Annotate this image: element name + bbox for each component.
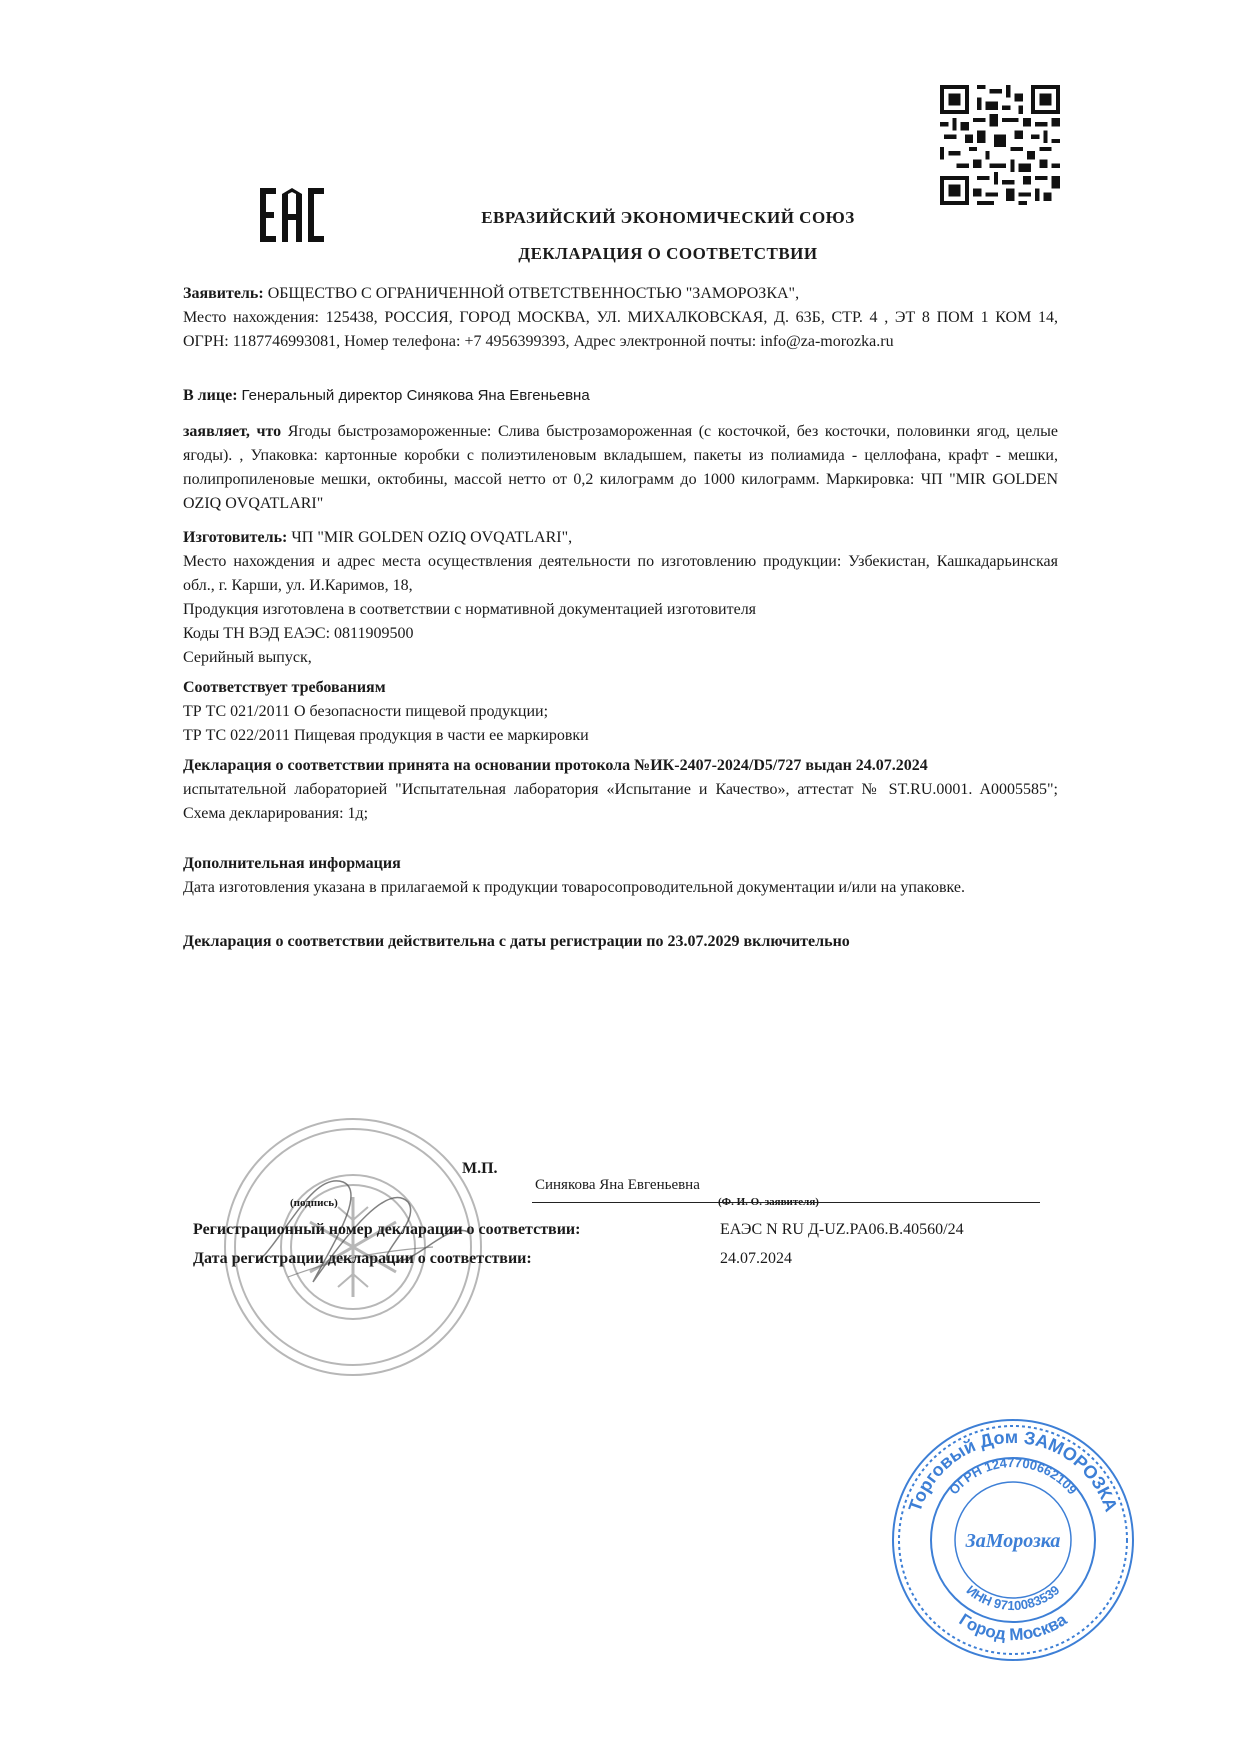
manufacturer-produced: Продукция изготовлена в соответствии с нормативной документацией изготовителя	[183, 601, 757, 618]
requirements-label: Соответствует требованиям	[183, 679, 386, 696]
additional-section	[183, 852, 1058, 900]
requirement-item: ТР ТС 022/2011 Пищевая продукция в части ее маркировки	[183, 727, 589, 744]
basis-label: Декларация о соответствии принята на основании протокола №ИК-2407-2024/D5/727 выдан 24.07.2024	[183, 757, 928, 774]
name-caption: (Ф. И. О. заявителя)	[718, 1196, 819, 1208]
applicant-address: Место нахождения: 125438, РОССИЯ, ГОРОД МОСКВА, УЛ. МИХАЛКОВСКАЯ, Д. 63Б, СТР. 4 , ЭТ 8 ПОМ 1 КОМ 14, ОГРН: 1187746993081, Номер телефона: +7 4956399393, Адрес электронной почты: info@za-morozka.ru	[183, 309, 1058, 350]
stamp-outer-text: Торговый Дом ЗАМОРОЗКА	[904, 1426, 1122, 1515]
requirement-item: ТР ТС 021/2011 О безопасности пищевой продукции;	[183, 703, 549, 720]
signature-caption: (подпись)	[290, 1197, 338, 1209]
declares-label: заявляет, что	[183, 423, 282, 440]
doc-title: ДЕКЛАРАЦИЯ О СООТВЕТСТВИИ	[518, 244, 818, 263]
manufacturer-release: Серийный выпуск,	[183, 649, 312, 666]
registration-date-label: Дата регистрации декларации о соответствии:	[193, 1250, 532, 1267]
signer-name: Синякова Яна Евгеньевна	[535, 1177, 700, 1193]
applicant-section	[183, 282, 1058, 354]
registration-number-label: Регистрационный номер декларации о соответствии:	[193, 1221, 581, 1238]
registration-number: ЕАЭС N RU Д-UZ.PA06.B.40560/24	[720, 1221, 964, 1238]
qr-code	[940, 85, 1060, 205]
declares-text: Ягоды быстрозамороженные: Слива быстрозамороженная (с косточкой, без косточки, половинки ягод, целые ягоды). , Упаковка: картонные коробки с полиэтиленовым вкладышем, пакеты из полиамида - целлофана, крафт - мешки, полипропиленовые мешки, октобины, массой нетто от 0,2 килограмм до 1000 килограмм. Маркировка: ЧП "MIR GOLDEN OZIQ OVQATLARI"	[183, 423, 1059, 512]
stamp-ogrn: ОГРН 1247700662109	[946, 1454, 1081, 1498]
registration-date: 24.07.2024	[720, 1250, 792, 1267]
company-stamp	[888, 1415, 1138, 1665]
requirements-section	[183, 676, 1058, 748]
union-title: ЕВРАЗИЙСКИЙ ЭКОНОМИЧЕСКИЙ СОЮЗ	[481, 208, 855, 227]
svg-text:Город Москва	[956, 1610, 1071, 1645]
representative-section	[183, 384, 1058, 408]
manufacturer-name: ЧП "MIR GOLDEN OZIQ OVQATLARI",	[291, 529, 573, 546]
validity-statement: Декларация о соответствии действительна с даты регистрации по 23.07.2029 включительно	[183, 933, 850, 950]
stamp-inn: ИНН 9710083539	[963, 1582, 1063, 1614]
additional-label: Дополнительная информация	[183, 855, 401, 872]
basis-text: испытательной лабораторией "Испытательная лаборатория «Испытание и Качество», аттестат № ST.RU.0001. A0005585"; Схема декларирования: 1д;	[183, 781, 1058, 822]
applicant-label: Заявитель:	[183, 285, 264, 302]
applicant-seal	[218, 1112, 488, 1382]
mp-label: М.П.	[462, 1160, 498, 1177]
stamp-city: Город Москва	[955, 1609, 1071, 1645]
svg-text:Торговый Дом ЗАМОРОЗКА	[905, 1427, 1122, 1514]
manufacturer-section	[183, 526, 1058, 670]
manufacturer-address: Место нахождения и адрес места осуществления деятельности по изготовлению продукции: Узбекистан, Кашкадарьинская обл., г. Карши, ул. И.Каримов, 18,	[183, 553, 1058, 594]
applicant-name: ОБЩЕСТВО С ОГРАНИЧЕННОЙ ОТВЕТСТВЕННОСТЬЮ "ЗАМОРОЗКА",	[267, 285, 800, 302]
basis-section	[183, 754, 1058, 826]
declares-section	[183, 420, 1058, 516]
additional-text: Дата изготовления указана в прилагаемой к продукции товаросопроводительной документации и/или на упаковке.	[183, 879, 965, 896]
representative-label: В лице:	[183, 387, 238, 404]
stamp-center-logo: ЗаМорозка	[965, 1530, 1061, 1552]
manufacturer-codes: Коды ТН ВЭД ЕАЭС: 0811909500	[183, 625, 414, 642]
representative-value: Генеральный директор Синякова Яна Евгеньевна	[241, 387, 590, 404]
svg-text:ОГРН 1247700662109	[946, 1455, 1080, 1497]
manufacturer-label: Изготовитель:	[183, 529, 288, 546]
